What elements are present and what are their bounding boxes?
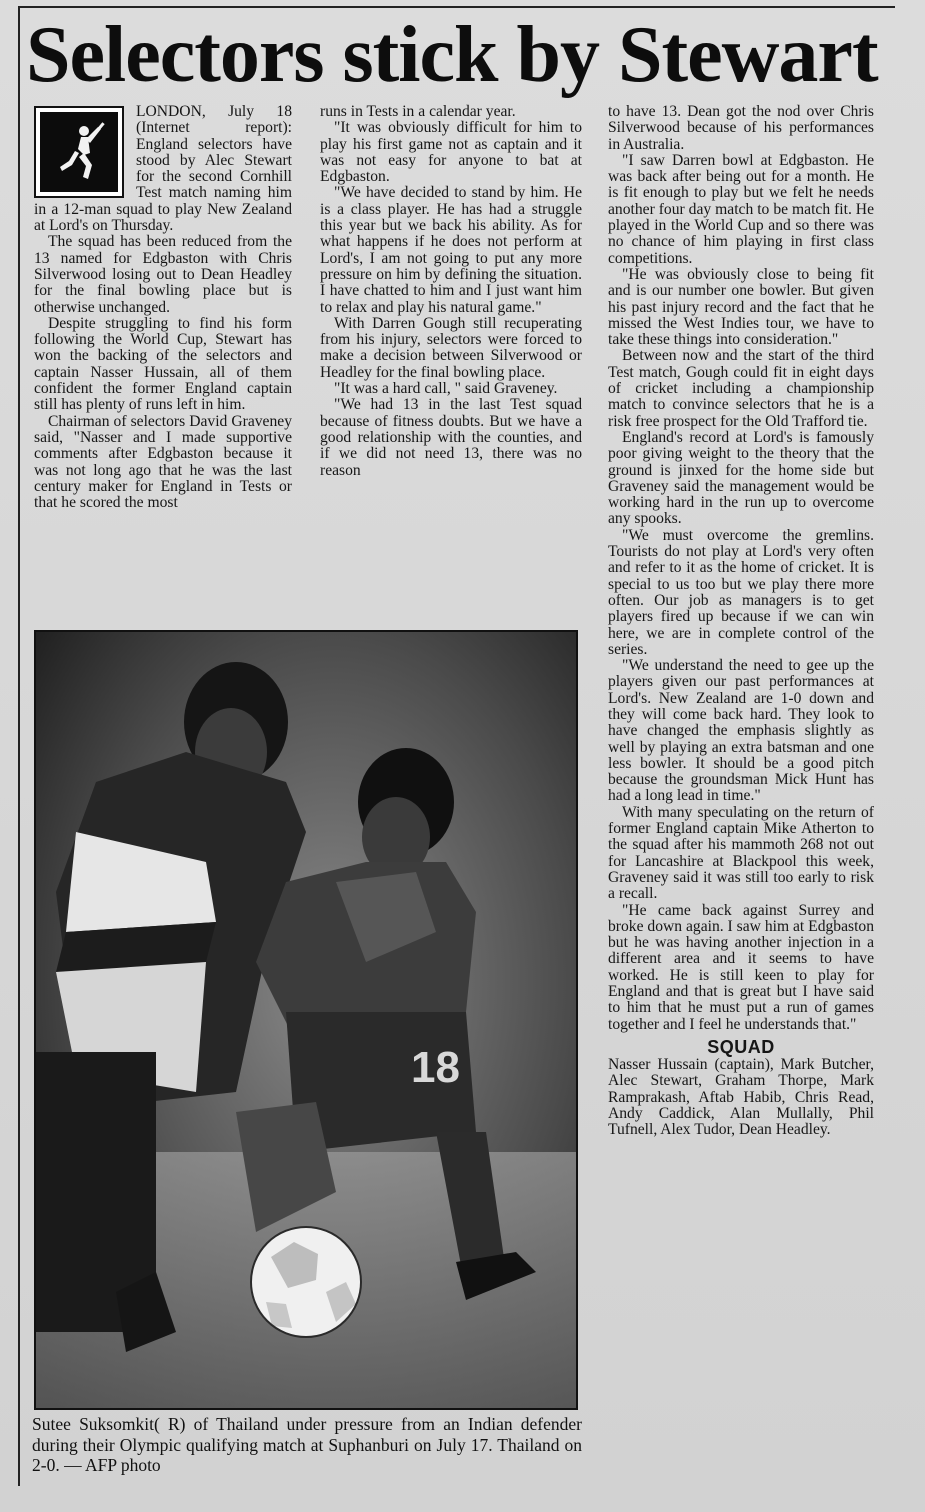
cricket-batsman-icon xyxy=(40,112,118,192)
article-paragraph: "He was obviously close to being fit and is our number one bowler. But given his past injury record and the fact that he missed the West Indies tour, we have to take these things into consideration." xyxy=(608,265,874,349)
article-paragraph: "He came back against Surrey and broke down again. I saw him at Edgbaston but he was having another injection in a different area and it seems to have worked. He is still keen to play for England and that is great but I have said to him that he must put a run of games together and I feel he understands that." xyxy=(608,901,874,1033)
article-paragraph: runs in Tests in a calendar year. xyxy=(320,103,516,120)
article-paragraph: The squad has been reduced from the 13 named for Edgbaston with Chris Silverwood losing out to Dean Headley for the final bowling place but is otherwise unchanged. xyxy=(34,233,292,316)
article-column-2 xyxy=(320,104,582,479)
article-paragraph: LONDON, July 18 (Internet report): England selectors have stood by Alec Stewart for the second Cornhill Test match naming him in a 12-man squad to play New Zealand at Lord's on Thursday. xyxy=(34,103,292,235)
squad-list: Nasser Hussain (captain), Mark Butcher, Alec Stewart, Graham Thorpe, Mark Ramprakash, Aftab Habib, Chris Read, Andy Caddick, Alan Mullally, Phil Tufnell, Alex Tudor, Dean Headley. xyxy=(608,1055,874,1139)
football-match-photo xyxy=(34,630,578,1410)
section-logo xyxy=(34,106,124,198)
article-paragraph: Between now and the start of the third Test match, Gough could fit in eight days of cricket including a championship match to convince selectors that he is a risk free prospect for the Old Trafford tie. xyxy=(608,347,874,430)
top-rule xyxy=(18,6,895,8)
article-paragraph: Despite struggling to find his form following the World Cup, Stewart has won the backing of the selectors and captain Nasser Hussain, all of them confident the former England captain still has plenty of runs left in him. xyxy=(34,314,292,414)
article-column-3 xyxy=(608,104,874,1138)
headline: Selectors stick by Stewart xyxy=(26,11,878,99)
article-paragraph: "I saw Darren bowl at Edgbaston. He was back after being out for a month. He is fit enough to play but we felt he needs another four day match to be match fit. He played in the World Cup and so there was no chance of him playing in first class competitions. xyxy=(608,151,874,267)
article-paragraph: "We have decided to stand by him. He is a class player. He has had a struggle this year but we back his ability. As for what happens if he does not perform at Lord's, I am not going to put any more pressure on him by defining the situation. I have chatted to him and I just want him to relax and play his natural game." xyxy=(320,184,582,316)
article-paragraph: "It was a hard call, " said Graveney. xyxy=(334,380,558,398)
shirt-number: 18 xyxy=(411,1043,460,1092)
article-paragraph: England's record at Lord's is famously poor giving weight to the theory that the ground is jinxed for the home side but Graveney said the management would be working hard in the run up to overcome any spooks. xyxy=(608,428,874,528)
article-paragraph: Chairman of selectors David Graveney said, "Nasser and I made supportive comments after Edgbaston because it was not long ago that he was the last century maker for England in Tests or that he scored the most xyxy=(34,412,292,512)
article-paragraph: "We had 13 in the last Test squad because of fitness doubts. But we have a good relationship with the counties, and if we did not need 13, there was no reason xyxy=(320,396,582,479)
photo-caption: Sutee Suksomkit( R) of Thailand under pressure from an Indian defender during their Olympic qualifying match at Suphanburi on July 17. Thailand on 2-0. — AFP photo xyxy=(32,1414,582,1475)
article-column-1 xyxy=(34,104,292,511)
article-paragraph: to have 13. Dean got the nod over Chris Silverwood because of his performances in Australia. xyxy=(608,103,874,153)
left-rule xyxy=(18,6,20,1486)
article-paragraph: "It was obviously difficult for him to play his first game not as captain and it was not easy for anyone to bat at Edgbaston. xyxy=(320,119,582,186)
article-paragraph: With Darren Gough still recuperating from his injury, selectors were forced to make a decision between Silverwood or Headley for the final bowling place. xyxy=(320,314,582,381)
article-paragraph: With many speculating on the return of former England captain Mike Atherton to the squad after his mammoth 268 not out for Lancashire at Blackpool this week, Graveney said it was still too early to risk a recall. xyxy=(608,803,874,903)
article-paragraph: "We understand the need to gee up the players given our past performances at Lord's. New Zealand are 1-0 down and they will come back hard. They look to have changed the emphasis slightly as well by playing an extra batsman and one less bowler. It should be a good pitch because the groundsman Mick Hunt has had a long lead in time." xyxy=(608,657,874,805)
article-paragraph: "We must overcome the gremlins. Tourists do not play at Lord's very often and refer to it as the home of cricket. It is special to us too but we play there more often. Our job as managers is to get players fired up because if we can win here, we are in complete control of the series. xyxy=(608,526,874,658)
squad-heading: SQUAD xyxy=(707,1036,775,1057)
